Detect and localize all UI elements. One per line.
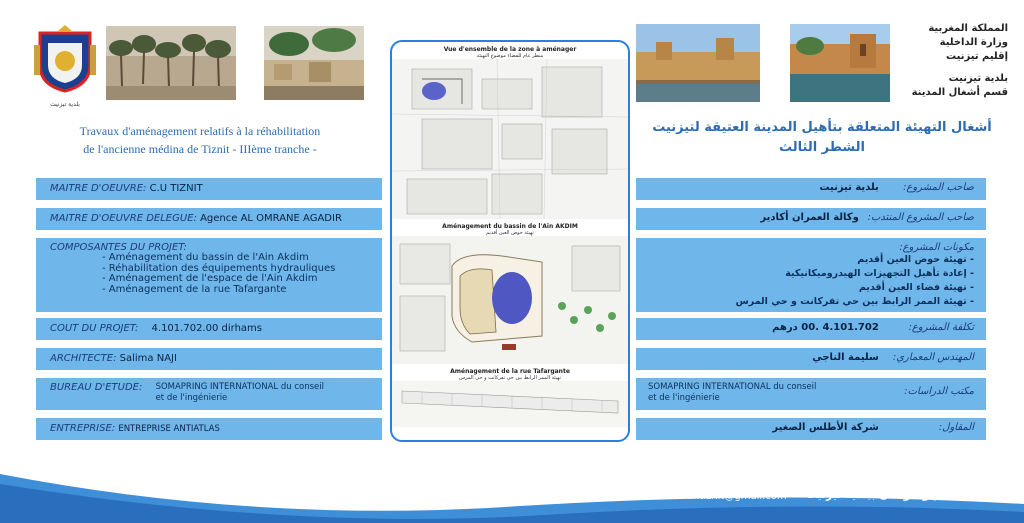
row-label: صاحب المشروع:	[903, 182, 974, 193]
row-value: Salima NAJI	[119, 353, 177, 364]
row-value-2: et de l'ingénierie	[648, 393, 720, 403]
left-row-architecte	[36, 348, 382, 370]
plans-panel	[390, 40, 630, 442]
left-title-line1: Travaux d'aménagement relatifs à la réhabilitation	[79, 124, 321, 138]
row-value-2: et de l'ingénierie	[155, 393, 228, 403]
right-title	[636, 118, 1008, 158]
list-item: - Aménagement du bassin de l'Ain Akdim	[102, 252, 309, 263]
header-line: بلدية تيزنيت	[948, 73, 1008, 84]
footer-wave	[0, 430, 1024, 523]
row-label: ARCHITECTE:	[50, 353, 117, 364]
right-row-delegated-owner	[636, 208, 986, 230]
village-photo	[264, 26, 364, 100]
row-label: COMPOSANTES DU PROJET:	[50, 242, 187, 253]
row-value: Agence AL OMRANE AGADIR	[200, 213, 342, 224]
row-label: MAITRE D'OEUVRE:	[50, 183, 147, 194]
row-value: بلدية تيزنيت	[819, 182, 879, 193]
plan1-subtitle: منظر عام للفضاء موضوع التهيئة	[476, 53, 544, 59]
row-value: C.U TIZNIT	[149, 183, 203, 194]
footer-department: مصلحة الاعلام والتواصل ببلدية تيزنيت	[805, 488, 1010, 501]
row-label: MAITRE D'OEUVRE DELEGUE:	[50, 213, 197, 224]
row-label: ENTREPRISE:	[50, 423, 116, 434]
row-label: BUREAU D'ETUDE:	[50, 382, 143, 393]
header-line: المملكة المغربية	[928, 23, 1008, 34]
row-label: المهندس المعماري:	[892, 352, 974, 363]
left-row-bureau-etude	[36, 378, 382, 410]
plan2-title: Aménagement du bassin de l'Ain AKDIM	[442, 223, 578, 230]
row-label: المقاول:	[938, 422, 974, 433]
basin-plan	[392, 236, 628, 364]
left-row-composantes	[36, 238, 382, 312]
row-value-block	[156, 382, 324, 404]
municipality-logo	[30, 25, 100, 115]
left-row-maitre-oeuvre-delegue	[36, 208, 382, 230]
components-list	[50, 253, 368, 295]
right-row-owner	[636, 178, 986, 200]
row-label: تكلفة المشروع:	[908, 322, 974, 333]
left-row-maitre-oeuvre	[36, 178, 382, 200]
list-item: - Aménagement de la rue Tafargante	[102, 283, 287, 295]
list-item: - تهيئة الممر الرابط بين حي تفركانت و حي المرس	[735, 296, 974, 307]
ain-akdim-photo	[790, 24, 890, 102]
site-overview-plan	[392, 59, 628, 219]
list-item: - تهيئة فضاء العين أقديم	[858, 282, 974, 293]
list-item: - Aménagement de l'espace de l'Ain Akdim	[102, 273, 318, 284]
row-value: ENTREPRISE ANTIATLAS	[118, 424, 220, 434]
header-line: قسم أشغال المدينة	[911, 87, 1008, 98]
palm-grove-photo	[106, 26, 236, 100]
plan1-title: Vue d'ensemble de la zone à aménager	[443, 46, 577, 53]
header-line: وزارة الداخلية	[939, 37, 1008, 48]
right-row-cost	[636, 318, 986, 340]
list-item: - Réhabilitation des équipements hydrauliques	[102, 262, 336, 274]
logo-caption: بلدية تيزنيت	[50, 101, 80, 108]
row-label: COUT DU PROJET:	[50, 323, 139, 334]
right-row-components	[636, 238, 986, 312]
right-row-study-office	[636, 378, 986, 410]
left-title-line2: de l'ancienne médina de Tiznit - IIIème tranche -	[83, 142, 317, 156]
footer-email[interactable]: cci.muntiznit@gmail.com	[660, 491, 787, 502]
list-item: - تهيئة حوض العين أقديم	[857, 254, 974, 265]
row-value: SOMAPRING INTERNATIONAL du conseil	[155, 382, 324, 392]
row-label: مكونات المشروع:	[899, 242, 974, 253]
header-line: إقليم تيزنيت	[946, 51, 1008, 62]
row-value: سليمة الناجي	[812, 352, 879, 363]
row-value-block	[648, 382, 816, 404]
row-value: 4.101.702 .00 درهم	[772, 322, 879, 333]
right-header	[898, 22, 1008, 100]
left-row-cout	[36, 318, 382, 340]
right-title-line1: أشغال التهيئة المتعلقة بتأهيل المدينة العتيقة لتيزنيت	[652, 120, 992, 135]
street-plan	[392, 381, 628, 427]
row-value: شركة الأطلس الصغير	[772, 422, 879, 433]
right-row-architect	[636, 348, 986, 370]
row-value: SOMAPRING INTERNATIONAL du conseil	[648, 382, 817, 392]
plan2-subtitle: تهيئة حوض العين أقديم	[486, 230, 534, 236]
left-title	[40, 122, 360, 158]
plan3-title: Aménagement de la rue Tafargante	[450, 368, 570, 375]
right-title-line2: الشطر الثالث	[778, 140, 865, 155]
list-item: - إعادة تأهيل التجهيزات الهيدروميكانيكية	[785, 268, 974, 279]
row-value: وكالة العمران أكادير	[760, 212, 859, 223]
plan3-subtitle: تهيئة الممر الرابط بين حي تفركانت و حي المرس	[459, 375, 561, 381]
row-label: مكتب الدراسات:	[904, 386, 974, 397]
ramparts-photo	[636, 24, 760, 102]
row-label: صاحب المشروع المنتدب:	[867, 212, 974, 223]
row-value: 4.101.702.00 dirhams	[151, 323, 262, 334]
components-list	[736, 253, 974, 309]
